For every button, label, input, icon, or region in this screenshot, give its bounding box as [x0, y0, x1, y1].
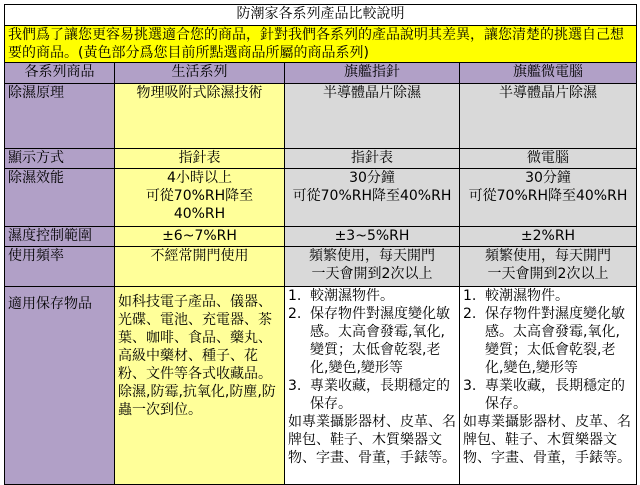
humidity-row [5, 227, 637, 247]
table-title: 防潮家各系列產品比較說明 [5, 5, 637, 26]
list-text: 保存物件對濕度變化敏感。太高會發霉,氧化,變質；太低會乾裂,老化,變色,變形等 [485, 306, 625, 376]
efficiency-life-target: 40%RH [173, 206, 226, 222]
frequency-dial-line2: 一天會開到2次以上 [311, 266, 433, 282]
items-dial [285, 287, 460, 485]
display-dial: 指針表 [285, 149, 460, 169]
display-life: 指針表 [115, 149, 285, 169]
principle-dial: 半導體晶片除濕 [285, 84, 460, 149]
header-label: 各系列商品 [5, 63, 115, 84]
list-number: 2. [288, 306, 302, 322]
efficiency-digital-range: 可從70%RH降至40%RH [468, 188, 628, 204]
row-label-items: 適用保存物品 [5, 287, 115, 485]
header-flagship-digital: 旗艦微電腦 [460, 63, 637, 84]
items-dial-examples: 如專業攝影器材、皮革、名牌包、鞋子、木質樂器文物、字畫、骨董，手錶等。 [288, 414, 456, 466]
row-label-efficiency: 除濕效能 [5, 169, 115, 227]
title-row [5, 5, 637, 26]
efficiency-dial-time: 30分鐘 [349, 170, 395, 186]
frequency-row [5, 247, 637, 287]
efficiency-dial [285, 169, 460, 227]
efficiency-digital [460, 169, 637, 227]
efficiency-life-range: 可從70%RH降至 [145, 188, 254, 204]
items-digital-point-3 [463, 377, 633, 413]
list-number: 1. [463, 288, 477, 304]
display-row [5, 149, 637, 169]
header-flagship-dial: 旗艦指針 [285, 63, 460, 84]
frequency-digital-line2: 一天會開到2次以上 [487, 266, 609, 282]
principle-row [5, 84, 637, 149]
list-number: 1. [288, 288, 302, 304]
comparison-table [4, 4, 637, 485]
list-number: 3. [288, 378, 302, 394]
display-digital: 微電腦 [460, 149, 637, 169]
items-digital-point-1 [463, 287, 633, 305]
humidity-life: ±6~7%RH [115, 227, 285, 247]
items-life: 如科技電子產品、儀器、光碟、電池、充電器、茶葉、咖啡、食品、藥丸、高級中藥材、種子、花粉、文件等各式收藏品。除濕,防霉,抗氧化,防塵,防蟲一次到位。 [115, 287, 285, 485]
list-text: 較潮濕物件。 [310, 288, 394, 304]
list-text: 較潮濕物件。 [485, 288, 569, 304]
efficiency-dial-range: 可從70%RH降至40%RH [292, 188, 452, 204]
row-label-principle: 除濕原理 [5, 84, 115, 149]
intro-text: 我們爲了讓您更容易挑選適合您的商品，針對我們各系列的產品說明其差異，讓您清楚的挑選自己想要的商品。(黃色部分爲您目前所點選商品所屬的商品系列) [5, 26, 637, 63]
intro-row [5, 26, 637, 63]
items-row [5, 287, 637, 485]
row-label-frequency: 使用頻率 [5, 247, 115, 287]
efficiency-row [5, 169, 637, 227]
principle-digital: 半導體晶片除濕 [460, 84, 637, 149]
principle-life: 物理吸附式除濕技術 [115, 84, 285, 149]
frequency-digital-line1: 頻繁使用，每天開門 [485, 248, 611, 264]
frequency-life: 不經常開門使用 [115, 247, 285, 287]
list-text: 專業收藏，長期穩定的保存。 [310, 378, 450, 412]
frequency-dial [285, 247, 460, 287]
list-text: 專業收藏，長期穩定的保存。 [485, 378, 625, 412]
header-row [5, 63, 637, 84]
items-dial-point-1 [288, 287, 456, 305]
items-digital-examples: 如專業攝影器材、皮革、名牌包、鞋子、木質樂器文物、字畫、骨董，手錶等。 [463, 414, 631, 466]
items-digital [460, 287, 637, 485]
efficiency-life [115, 169, 285, 227]
efficiency-life-time: 4小時以上 [167, 170, 232, 186]
items-dial-point-3 [288, 377, 456, 413]
list-number: 2. [463, 306, 477, 322]
frequency-digital [460, 247, 637, 287]
list-text: 保存物件對濕度變化敏感。太高會發霉,氧化,變質；太低會乾裂,老化,變色,變形等 [310, 306, 450, 376]
humidity-dial: ±3~5%RH [285, 227, 460, 247]
row-label-display: 顯示方式 [5, 149, 115, 169]
frequency-dial-line1: 頻繁使用，每天開門 [309, 248, 435, 264]
row-label-humidity: 濕度控制範圍 [5, 227, 115, 247]
items-dial-point-2 [288, 305, 456, 377]
efficiency-digital-time: 30分鐘 [525, 170, 571, 186]
list-number: 3. [463, 378, 477, 394]
humidity-digital: ±2%RH [460, 227, 637, 247]
items-digital-point-2 [463, 305, 633, 377]
header-life-series: 生活系列 [115, 63, 285, 84]
